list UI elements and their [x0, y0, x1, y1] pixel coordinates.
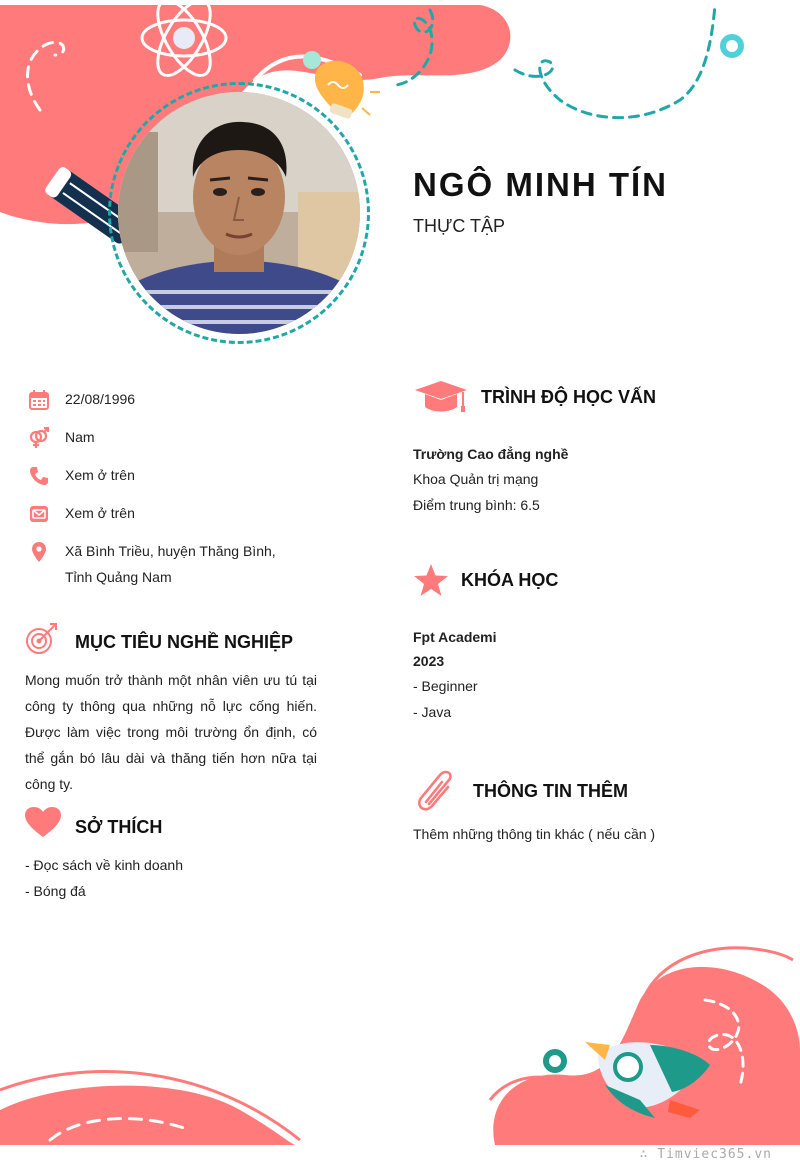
course-item: - Beginner: [413, 678, 478, 694]
hobbies-title: SỞ THÍCH: [75, 817, 163, 837]
contact-birthday: [28, 389, 328, 412]
watermark: ∴ Timviec365.vn: [639, 1147, 772, 1162]
hobby-item: - Bóng đá: [25, 883, 86, 899]
objective-text: Mong muốn trở thành một nhân viên ưu tú tại công ty thông qua những nỗ lực cống hiến. Được làm việc trong môi trường ổn định, có thể gắn bó lâu dài và thăng tiến hơn nữa tại công ty.: [25, 672, 317, 792]
course-year: 2023: [413, 653, 445, 669]
graduation-cap-icon: [413, 380, 469, 414]
course-item: - Java: [413, 704, 452, 720]
contact-gender: [28, 427, 328, 450]
avatar: [118, 92, 360, 334]
contact-address: [28, 541, 288, 590]
heart-icon: [24, 806, 62, 838]
birthday-text: 22/08/1996: [65, 391, 136, 407]
extra-title: THÔNG TIN THÊM: [473, 781, 628, 801]
phone-icon: [28, 465, 50, 487]
school-name: Trường Cao đẳng nghề: [413, 446, 569, 462]
objective-title: MỤC TIÊU NGHỀ NGHIỆP: [75, 632, 294, 652]
gpa-text: Điểm trung bình: 6.5: [413, 497, 540, 513]
contact-email: [28, 503, 328, 526]
courses-title: KHÓA HỌC: [461, 570, 559, 590]
job-position: THỰC TẬP: [413, 216, 506, 236]
paperclip-icon: [415, 770, 459, 812]
calendar-icon: [28, 389, 50, 411]
extra-text: Thêm những thông tin khác ( nếu cần ): [413, 826, 656, 842]
gender-text: Nam: [65, 429, 95, 445]
contact-phone: [28, 465, 328, 488]
candidate-name: NGÔ MINH TÍN: [413, 166, 668, 203]
course-name: Fpt Academi: [413, 629, 497, 645]
email-text: Xem ở trên: [65, 505, 135, 521]
target-icon: [24, 622, 60, 658]
education-title: TRÌNH ĐỘ HỌC VẤN: [481, 387, 656, 407]
location-pin-icon: [28, 541, 50, 563]
hobby-item: - Đọc sách về kinh doanh: [25, 857, 183, 873]
phone-text: Xem ở trên: [65, 467, 135, 483]
address-text: Xã Bình Triều, huyện Thăng Bình, Tỉnh Quảng Nam: [65, 543, 276, 585]
email-icon: [28, 503, 50, 525]
major-text: Khoa Quản trị mạng: [413, 471, 539, 487]
star-icon: [413, 563, 449, 597]
avatar-photo: [118, 92, 360, 334]
gender-icon: [28, 427, 50, 449]
